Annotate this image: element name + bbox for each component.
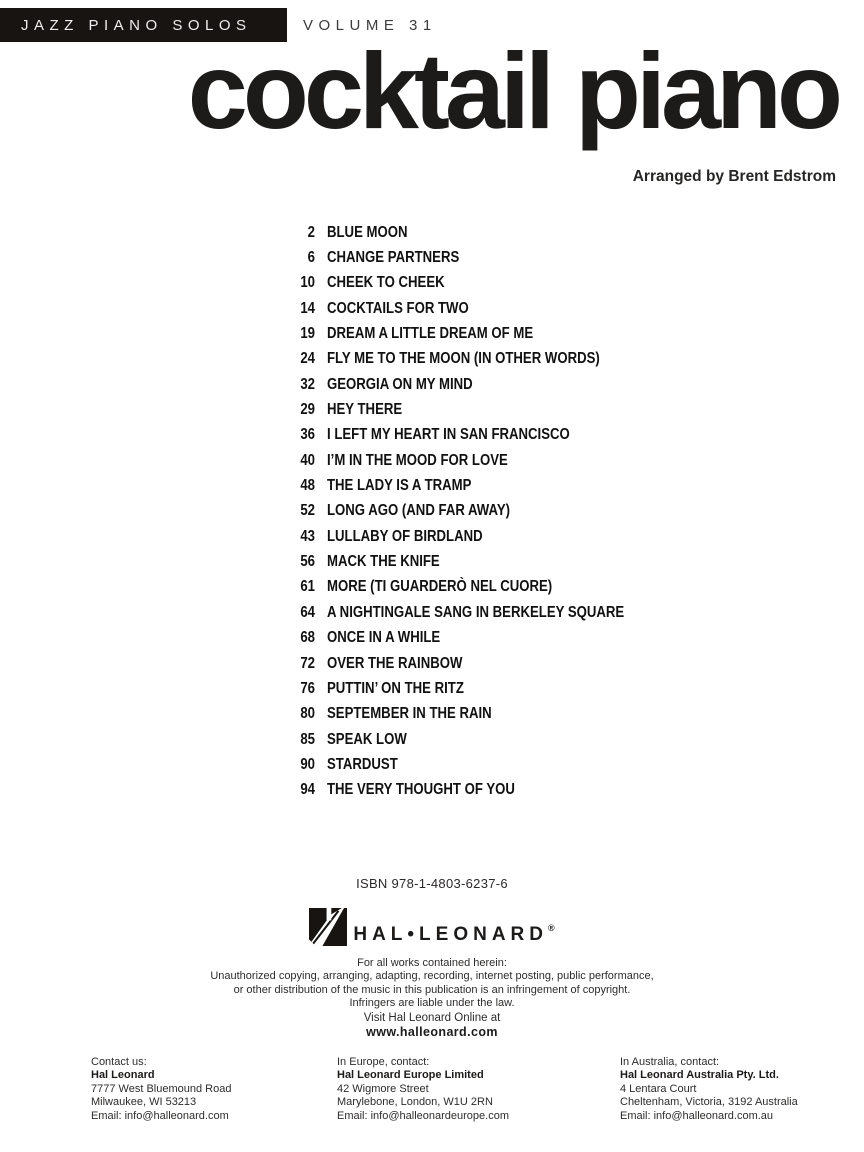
toc-row	[0, 220, 864, 245]
toc-song-title: CHEEK TO CHEEK	[327, 274, 445, 292]
toc-page-number: 32	[300, 375, 315, 393]
toc-page-number: 64	[300, 603, 315, 621]
book-title: cocktail piano	[187, 30, 838, 151]
contact-column-europe	[337, 1056, 509, 1123]
toc-song-title: GEORGIA ON MY MIND	[327, 375, 473, 393]
website-url: www.halleonard.com	[366, 1024, 498, 1039]
toc-page-number: 40	[300, 451, 315, 469]
toc-row	[0, 321, 864, 346]
toc-song-title: OVER THE RAINBOW	[327, 654, 463, 672]
toc-page-number: 43	[300, 527, 315, 545]
contact-heading: In Europe, contact:	[337, 1056, 430, 1068]
toc-song-title: THE VERY THOUGHT OF YOU	[327, 781, 515, 799]
toc-row	[0, 296, 864, 321]
toc-song-title: CHANGE PARTNERS	[327, 249, 460, 267]
toc-row	[0, 676, 864, 701]
toc-row	[0, 702, 864, 727]
toc-page-number: 19	[300, 325, 315, 343]
toc-page-number: 14	[300, 299, 315, 317]
hal-leonard-logo-icon	[309, 908, 347, 946]
toc-row	[0, 651, 864, 676]
toc-row	[0, 423, 864, 448]
toc-page-number: 2	[307, 223, 315, 241]
toc-row	[0, 271, 864, 296]
contact-line: Email: info@halleonard.com	[91, 1109, 229, 1122]
toc-page-number: 68	[300, 629, 315, 647]
toc-song-title: MACK THE KNIFE	[327, 553, 440, 571]
legal-line: For all works contained herein:	[357, 957, 507, 969]
contact-line: 42 Wigmore Street	[337, 1082, 429, 1095]
isbn: ISBN 978-1-4803-6237-6	[356, 876, 508, 891]
toc-song-title: SPEAK LOW	[327, 730, 407, 748]
legal-line: or other distribution of the music in this publication is an infringement of copyright.	[233, 983, 631, 996]
toc-song-title: A NIGHTINGALE SANG IN BERKELEY SQUARE	[327, 603, 625, 621]
toc-song-title: I LEFT MY HEART IN SAN FRANCISCO	[327, 426, 570, 444]
toc-song-title: DREAM A LITTLE DREAM OF ME	[327, 325, 534, 343]
toc-row	[0, 372, 864, 397]
toc-page-number: 76	[300, 679, 315, 697]
toc-page-number: 61	[300, 578, 315, 596]
volume-number: VOLUME 31	[303, 16, 437, 34]
toc-song-title: ONCE IN A WHILE	[327, 629, 441, 647]
registered-mark: ®	[548, 923, 555, 933]
contact-line: Cheltenham, Victoria, 3192 Australia	[620, 1096, 798, 1109]
toc-row	[0, 727, 864, 752]
contact-column-australia	[620, 1056, 798, 1123]
toc-page-number: 85	[300, 730, 315, 748]
toc-row	[0, 524, 864, 549]
toc-row	[0, 397, 864, 422]
toc-row	[0, 778, 864, 803]
toc-song-title: STARDUST	[327, 755, 398, 773]
contact-heading: Contact us:	[91, 1056, 147, 1068]
toc-song-title: THE LADY IS A TRAMP	[327, 477, 472, 495]
table-of-contents	[0, 220, 864, 803]
contact-company: Hal Leonard	[91, 1069, 155, 1082]
toc-page-number: 90	[300, 755, 315, 773]
arranger-credit: Arranged by Brent Edstrom	[632, 168, 836, 185]
toc-song-title: FLY ME TO THE MOON (IN OTHER WORDS)	[327, 350, 600, 368]
toc-page-number: 36	[300, 426, 315, 444]
toc-song-title: SEPTEMBER IN THE RAIN	[327, 705, 492, 723]
contact-heading: In Australia, contact:	[620, 1056, 720, 1068]
toc-row	[0, 448, 864, 473]
toc-song-title: PUTTIN’ ON THE RITZ	[327, 679, 464, 697]
contact-line: Marylebone, London, W1U 2RN	[337, 1096, 493, 1109]
toc-row	[0, 473, 864, 498]
toc-row	[0, 499, 864, 524]
toc-row	[0, 626, 864, 651]
toc-song-title: I’M IN THE MOOD FOR LOVE	[327, 451, 508, 469]
toc-song-title: LONG AGO (AND FAR AWAY)	[327, 502, 511, 520]
toc-page-number: 56	[300, 553, 315, 571]
toc-song-title: MORE (TI GUARDERÒ NEL CUORE)	[327, 578, 553, 596]
toc-page-number: 52	[300, 502, 315, 520]
toc-page-number: 72	[300, 654, 315, 672]
toc-song-title: COCKTAILS FOR TWO	[327, 299, 469, 317]
toc-page-number: 10	[300, 274, 315, 292]
website-callout	[0, 1012, 864, 1039]
toc-row	[0, 600, 864, 625]
contact-line: 4 Lentara Court	[620, 1082, 697, 1095]
toc-page-number: 80	[300, 705, 315, 723]
legal-line: Infringers are liable under the law.	[349, 997, 515, 1010]
copyright-notice	[0, 957, 864, 1011]
publisher-wordmark	[353, 924, 554, 946]
contact-column-us	[91, 1056, 231, 1123]
toc-row	[0, 549, 864, 574]
series-title: JAZZ PIANO SOLOS	[21, 16, 252, 34]
legal-line: Unauthorized copying, arranging, adapting, recording, internet posting, public performance,	[210, 970, 654, 983]
contact-company: Hal Leonard Europe Limited	[337, 1069, 484, 1082]
toc-page-number: 94	[300, 781, 315, 799]
publisher-logo	[0, 904, 864, 946]
contact-company: Hal Leonard Australia Pty. Ltd.	[620, 1069, 779, 1082]
toc-row	[0, 347, 864, 372]
toc-row	[0, 575, 864, 600]
toc-page-number: 29	[300, 401, 315, 419]
toc-song-title: LULLABY OF BIRDLAND	[327, 527, 483, 545]
wordmark-text: HAL•LEONARD	[353, 924, 548, 945]
contact-line: Email: info@halleonard.com.au	[620, 1109, 774, 1122]
toc-page-number: 48	[300, 477, 315, 495]
toc-song-title: HEY THERE	[327, 401, 403, 419]
contact-line: 7777 West Bluemound Road	[91, 1082, 232, 1095]
toc-row	[0, 752, 864, 777]
contact-line: Email: info@halleonardeurope.com	[337, 1109, 509, 1122]
toc-song-title: BLUE MOON	[327, 223, 408, 241]
contact-line: Milwaukee, WI 53213	[91, 1096, 197, 1109]
toc-row	[0, 245, 864, 270]
toc-page-number: 24	[300, 350, 315, 368]
visit-line: Visit Hal Leonard Online at	[363, 1012, 501, 1024]
toc-page-number: 6	[307, 249, 315, 267]
